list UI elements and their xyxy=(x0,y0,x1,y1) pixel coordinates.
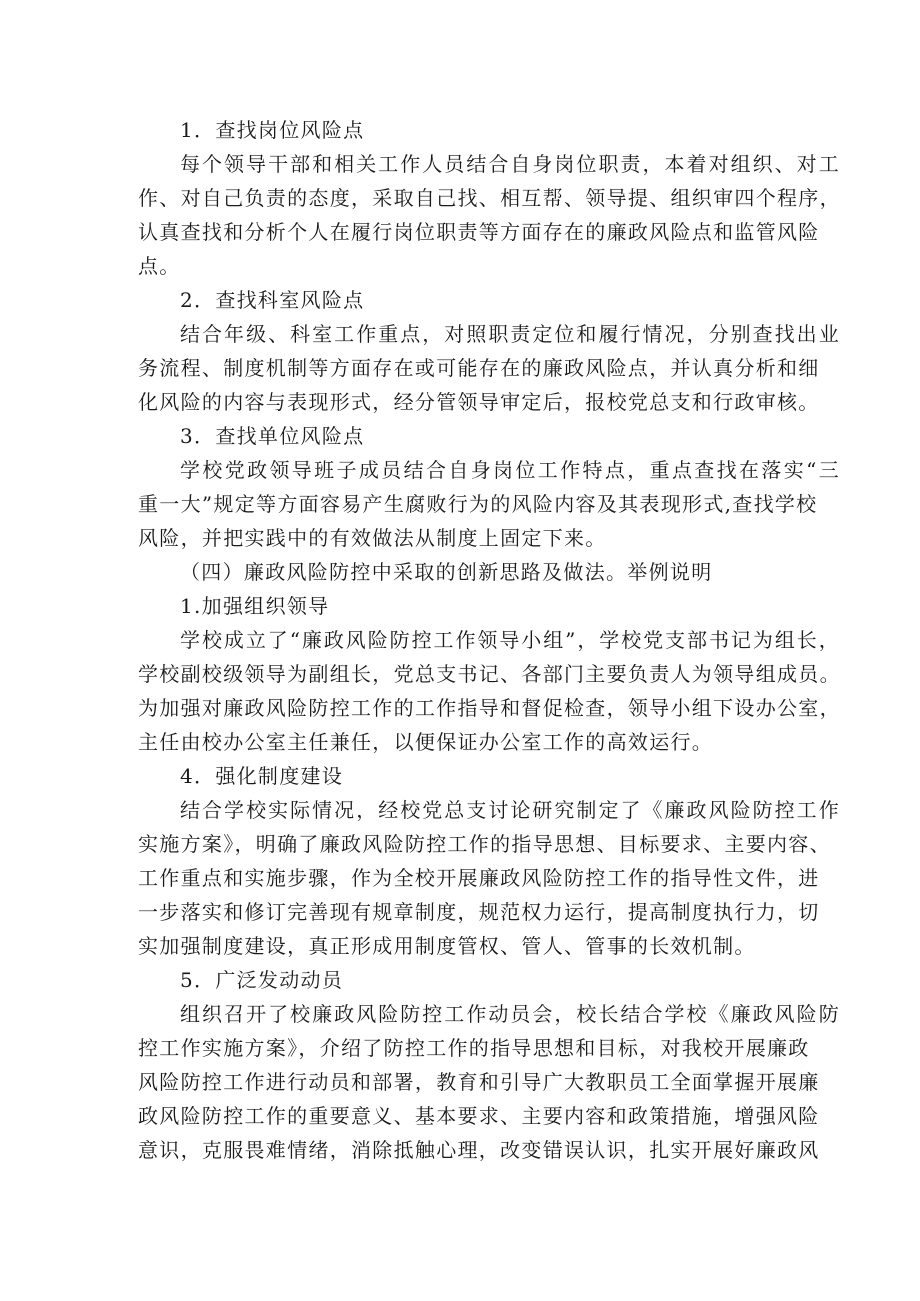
paragraph-line: 认真查找和分析个人在履行岗位职责等方面存在的廉政风险点和监管风险 xyxy=(138,220,820,244)
paragraph-line: 为加强对廉政风险防控工作的工作指导和督促检查，领导小组下设办公室， xyxy=(138,696,841,720)
paragraph-line: 每个领导干部和相关工作人员结合自身岗位职责，本着对组织、对工 xyxy=(180,152,840,176)
heading-1-org: 1.加强组织领导 xyxy=(180,594,330,618)
paragraph-line: 结合年级、科室工作重点，对照职责定位和履行情况，分别查找出业 xyxy=(180,322,840,346)
paragraph-line: 实施方案》，明确了廉政风险防控工作的指导思想、目标要求、主要内容、 xyxy=(138,832,831,856)
paragraph-line: 实加强制度建设，真正形成用制度管权、管人、管事的长效机制。 xyxy=(138,934,756,958)
paragraph-line: 务流程、制度机制等方面存在或可能存在的廉政风险点，并认真分析和细 xyxy=(138,356,820,380)
paragraph-line: 组织召开了校廉政风险防控工作动员会，校长结合学校《廉政风险防 xyxy=(180,1002,840,1026)
paragraph-line: 一步落实和修订完善现有规章制度，规范权力运行，提高制度执行力，切 xyxy=(138,900,820,924)
paragraph-line: 政风险防控工作的重要意义、基本要求、主要内容和政策措施，增强风险 xyxy=(138,1104,820,1128)
paragraph-line: 学校副校级领导为副组长，党总支书记、各部门主要负责人为领导组成员。 xyxy=(138,662,841,686)
paragraph-line: 主任由校办公室主任兼任，以便保证办公室工作的高效运行。 xyxy=(138,730,714,754)
paragraph-line: 结合学校实际情况，经校党总支讨论研究制定了《廉政风险防控工作 xyxy=(180,798,840,822)
section-heading: （四）廉政风险防控中采取的创新思路及做法。举例说明 xyxy=(180,560,713,584)
paragraph-line: 控工作实施方案》，介绍了防控工作的指导思想和目标，对我校开展廉政 xyxy=(138,1036,810,1060)
heading-4: 4．强化制度建设 xyxy=(180,764,344,788)
paragraph-line: 学校成立了“廉政风险防控工作领导小组”，学校党支部书记为组长， xyxy=(180,628,840,652)
heading-1: 1．查找岗位风险点 xyxy=(180,118,365,142)
paragraph-line: 学校党政领导班子成员结合自身岗位工作特点，重点查找在落实“三 xyxy=(180,458,840,482)
paragraph-line: 点。 xyxy=(138,254,181,278)
heading-2: 2．查找科室风险点 xyxy=(180,288,365,312)
paragraph-line: 重一大”规定等方面容易产生腐败行为的风险内容及其表现形式,查找学校 xyxy=(138,492,818,516)
paragraph-line: 工作重点和实施步骤，作为全校开展廉政风险防控工作的指导性文件，进 xyxy=(138,866,820,890)
paragraph-line: 意识，克服畏难情绪，消除抵触心理，改变错误认识，扎实开展好廉政风 xyxy=(138,1138,820,1162)
heading-5: 5．广泛发动动员 xyxy=(180,968,344,992)
heading-3: 3．查找单位风险点 xyxy=(180,424,365,448)
paragraph-line: 作、对自己负责的态度，采取自己找、相互帮、领导提、组织审四个程序， xyxy=(138,186,841,210)
paragraph-line: 风险，并把实践中的有效做法从制度上固定下来。 xyxy=(138,526,607,550)
paragraph-line: 风险防控工作进行动员和部署，教育和引导广大教职员工全面掌握开展廉 xyxy=(138,1070,820,1094)
paragraph-line: 化风险的内容与表现形式，经分管领导审定后，报校党总支和行政审核。 xyxy=(138,390,820,414)
